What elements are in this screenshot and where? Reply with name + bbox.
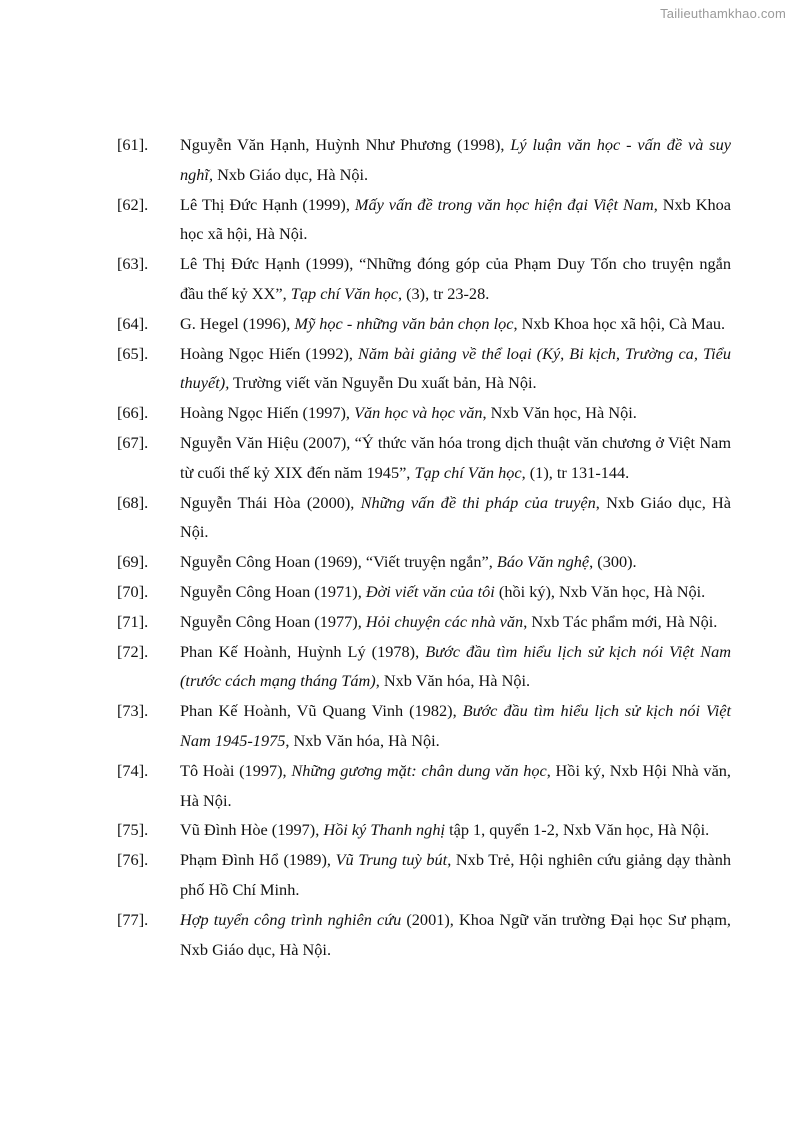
reference-text-part: Vũ Đình Hòe (1997), (180, 820, 324, 840)
reference-text (180, 403, 637, 422)
reference-number: [63]. (117, 254, 149, 274)
reference-title: Vũ Trung tuỳ bút (335, 850, 448, 870)
reference-entry (117, 428, 731, 488)
reference-text (180, 195, 731, 244)
reference-text (180, 314, 725, 333)
reference-title: Những vấn đề thi pháp của truyện (360, 492, 596, 512)
reference-entry (117, 547, 731, 577)
reference-entry (117, 756, 731, 816)
reference-entry (117, 309, 731, 339)
reference-entry (117, 696, 731, 756)
reference-title: Năm bài giảng về thể loại (Ký, Bi kịch, Trường ca, Tiểu thuyết), (180, 343, 731, 393)
reference-text-part: tập 1, quyển 1-2, Nxb Văn học, Hà Nội. (445, 820, 710, 840)
reference-text-part: Nguyễn Văn Hạnh, Huỳnh Như Phương (1998), (180, 135, 511, 154)
reference-text-part: , (1), tr 131-144. (521, 462, 630, 482)
reference-title: Mỹ học - những văn bản chọn lọc (294, 313, 514, 333)
reference-title: Bước đầu tìm hiểu lịch sử kịch nói Việt Nam (trước cách mạng tháng Tám) (180, 641, 732, 691)
reference-title: Những gương mặt: chân dung văn học (291, 760, 547, 780)
reference-number: [68]. (117, 492, 149, 512)
reference-entry (117, 339, 731, 399)
reference-text-part: Hoàng Ngọc Hiến (1997), (180, 403, 355, 423)
reference-text-part: Lê Thị Đức Hạnh (1999), “Những đóng góp của Phạm Duy Tốn cho truyện ngắn đầu thế kỷ XX”, (180, 254, 731, 303)
reference-title: Mấy vấn đề trong văn học hiện đại Việt Nam (354, 194, 654, 214)
reference-entry (117, 130, 731, 190)
reference-text-part: Nxb Giáo dục, Hà Nội. (213, 164, 369, 184)
reference-number: [77]. (117, 909, 149, 929)
reference-title: Tạp chí Văn học (290, 283, 398, 303)
reference-number: [67]. (117, 432, 149, 452)
reference-title: Báo Văn nghệ (496, 552, 590, 572)
reference-text-part: Hoàng Ngọc Hiến (1992), (180, 343, 359, 363)
reference-number: [73]. (117, 701, 149, 721)
reference-number: [71]. (117, 611, 149, 631)
reference-text-part: Nguyễn Công Hoan (1971), (180, 581, 366, 601)
reference-list (117, 130, 731, 964)
reference-number: [62]. (117, 194, 149, 214)
reference-entry (117, 607, 731, 637)
reference-number: [70]. (117, 581, 149, 601)
reference-text (180, 612, 717, 631)
reference-title: Lý luận văn học - vấn đề và suy nghĩ, (180, 135, 731, 184)
reference-text-part: Nguyễn Công Hoan (1969), “Viết truyện ngắn”, (180, 552, 497, 572)
reference-text-part: , Nxb Khoa học xã hội, Hà Nội. (180, 194, 732, 244)
reference-text-part: , Hồi ký, Nxb Hội Nhà văn, Hà Nội. (180, 760, 732, 810)
reference-entry (117, 190, 731, 250)
reference-text-part: Nguyễn Công Hoan (1977), (180, 611, 366, 631)
reference-entry (117, 845, 731, 905)
reference-entry (117, 815, 731, 845)
reference-text-part: Nguyễn Thái Hòa (2000), (180, 492, 361, 512)
reference-number: [64]. (117, 313, 149, 333)
reference-entry (117, 637, 731, 697)
reference-number: [65]. (117, 343, 149, 363)
reference-text (180, 254, 731, 303)
reference-title: Đời viết văn của tôi (365, 581, 495, 601)
reference-text-part: , Nxb Trẻ, Hội nghiên cứu giảng dạy thành phố Hồ Chí Minh. (180, 850, 732, 899)
reference-number: [69]. (117, 552, 149, 572)
reference-text (180, 910, 731, 959)
reference-number: [61]. (117, 135, 149, 154)
reference-title: Hợp tuyển công trình nghiên cứu (180, 909, 402, 929)
reference-text-part: , Nxb Văn hóa, Hà Nội. (375, 671, 531, 691)
reference-title: Hồi ký Thanh nghị (323, 820, 445, 840)
reference-title: Tạp chí Văn học (414, 462, 522, 482)
reference-entry (117, 577, 731, 607)
reference-text-part: Phan Kế Hoành, Huỳnh Lý (1978), (180, 641, 426, 661)
reference-text-part: Tô Hoài (1997), (180, 760, 292, 780)
reference-text-part: Phan Kế Hoành, Vũ Quang Vinh (1982), (180, 701, 463, 721)
reference-text (180, 761, 731, 810)
reference-number: [75]. (117, 820, 149, 840)
reference-text-part: (hồi ký), Nxb Văn học, Hà Nội. (494, 581, 706, 601)
reference-number: [74]. (117, 760, 149, 780)
reference-entry (117, 488, 731, 548)
reference-entry (117, 905, 731, 965)
reference-text-part: Nguyễn Văn Hiệu (2007), “Ý thức văn hóa trong dịch thuật văn chương ở Việt Nam từ cuối thế kỷ XIX đến năm 1945”, (180, 432, 731, 482)
reference-text-part: , Nxb Tác phẩm mới, Hà Nội. (523, 611, 718, 631)
reference-entry (117, 398, 731, 428)
reference-text (180, 552, 637, 571)
reference-text-part: Lê Thị Đức Hạnh (1999), (180, 194, 355, 214)
reference-text-part: , Nxb Giáo dục, Hà Nội. (180, 492, 731, 542)
reference-text (180, 701, 731, 750)
reference-text (180, 344, 731, 393)
reference-text-part: , (300). (589, 552, 637, 572)
reference-text (180, 433, 731, 482)
reference-text (180, 850, 731, 899)
reference-number: [72]. (117, 641, 149, 661)
reference-text-part: G. Hegel (1996), (180, 313, 295, 333)
reference-text-part: , Nxb Khoa học xã hội, Cà Mau. (513, 313, 726, 333)
reference-text-part: , (3), tr 23-28. (397, 283, 490, 303)
reference-text-part: , Nxb Văn học, Hà Nội. (482, 403, 637, 423)
reference-entry (117, 249, 731, 309)
reference-text (180, 820, 709, 839)
reference-title: Hỏi chuyện các nhà văn (365, 611, 524, 631)
reference-text-part: Trường viết văn Nguyễn Du xuất bản, Hà Nội. (229, 373, 537, 393)
reference-number: [66]. (117, 403, 149, 423)
reference-text (180, 582, 705, 601)
reference-text-part: Phạm Đình Hổ (1989), (180, 850, 336, 870)
reference-title: Bước đầu tìm hiểu lịch sử kịch nói Việt Nam 1945-1975 (180, 701, 732, 750)
watermark-text: Tailieuthamkhao.com (660, 6, 786, 21)
reference-number: [76]. (117, 850, 149, 870)
reference-text (180, 135, 731, 184)
reference-text (180, 493, 731, 542)
reference-text-part: , Nxb Văn hóa, Hà Nội. (285, 730, 440, 750)
reference-text-part: (2001), Khoa Ngữ văn trường Đại học Sư phạm, Nxb Giáo dục, Hà Nội. (180, 909, 731, 959)
reference-title: Văn học và học văn (354, 403, 483, 423)
reference-text (180, 642, 731, 691)
